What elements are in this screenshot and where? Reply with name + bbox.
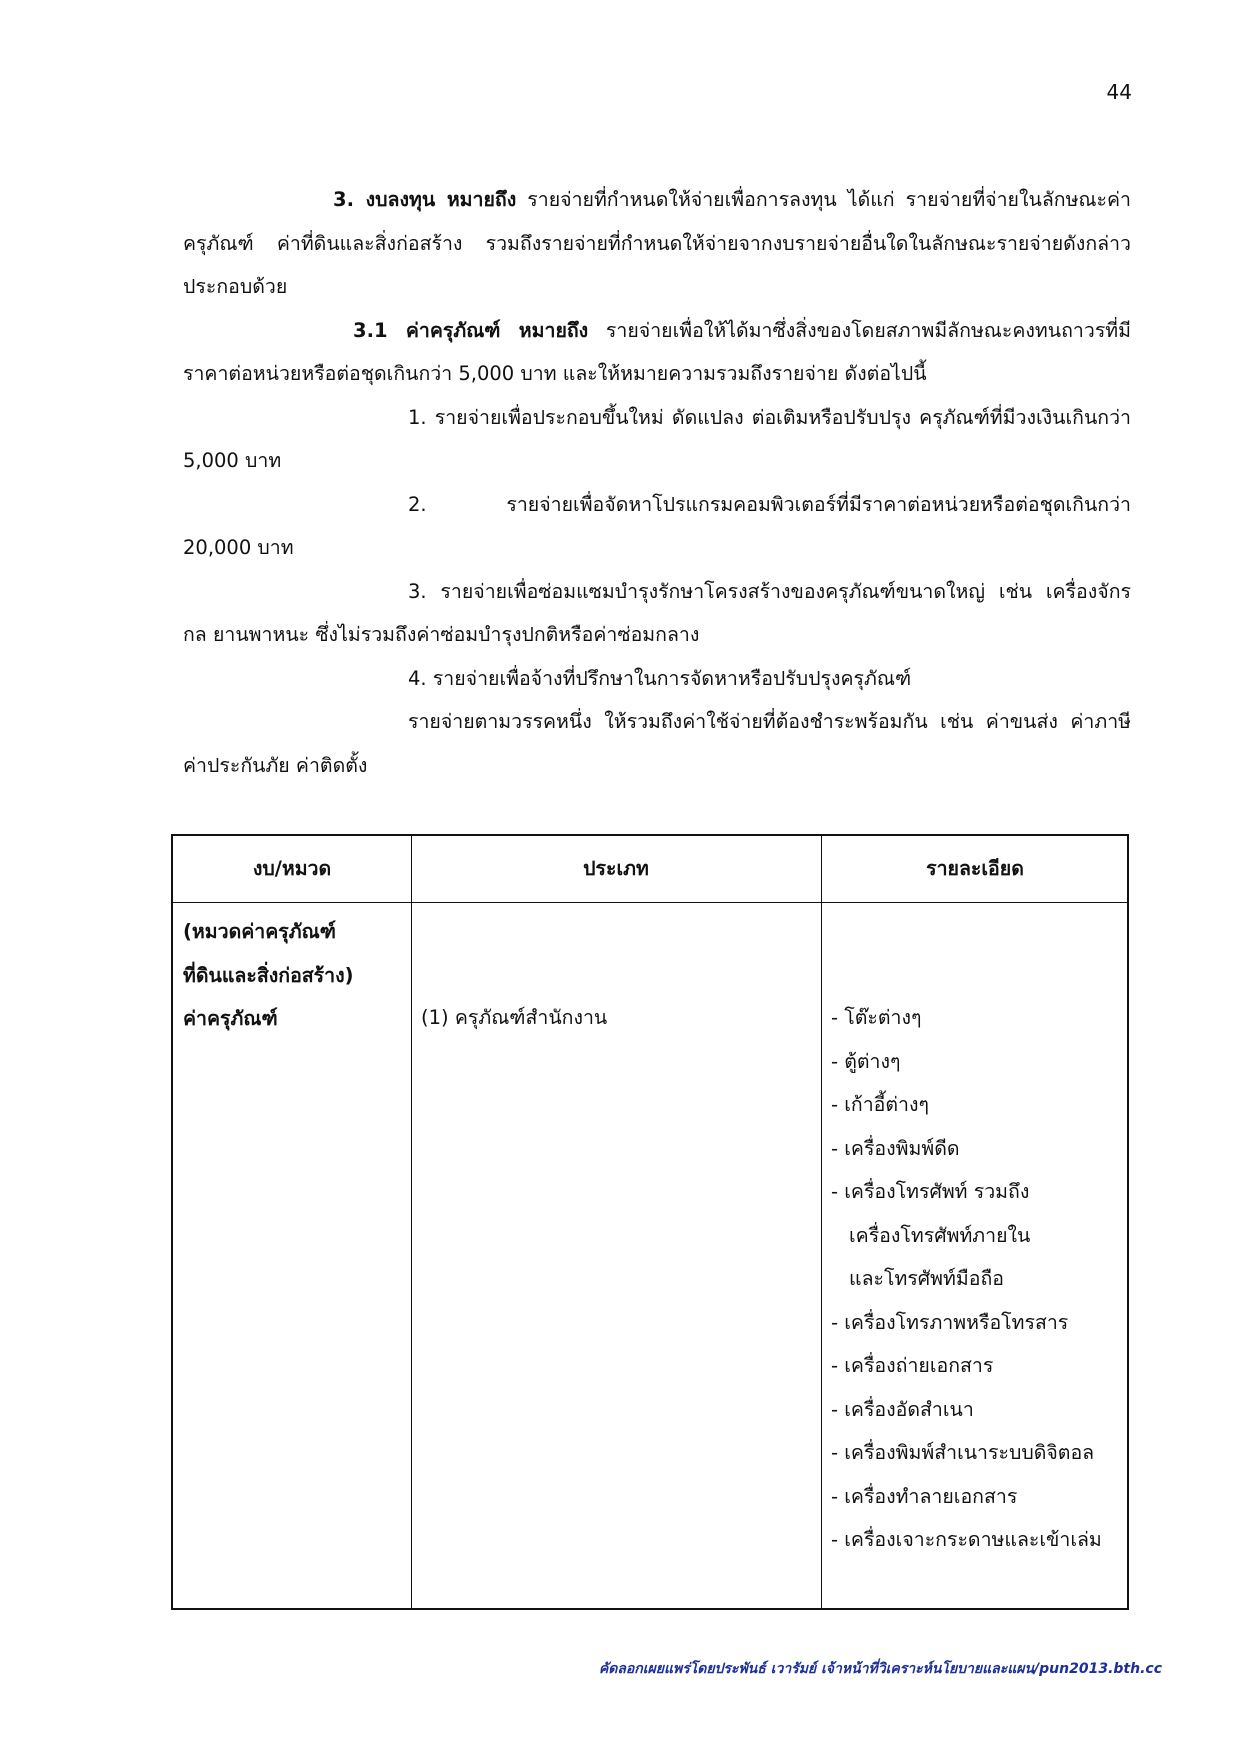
detail-item: - เครื่องถ่ายเอกสาร <box>831 1354 994 1377</box>
paragraph-heading: 3.1 ค่าครุภัณฑ์ หมายถึง <box>353 318 589 342</box>
detail-item: - เครื่องโทรภาพหรือโทรสาร <box>831 1310 1069 1334</box>
detail-item: - โต๊ะต่างๆ <box>831 1006 922 1029</box>
footer-credit: คัดลอกเผยแพร่โดยประพันธ์ เวารัมย์ เจ้าหน้าที่วิเคราะห์นโยบายและแผน/pun2013.bth.cc <box>598 1661 1162 1677</box>
table-cell-category <box>183 910 405 1041</box>
paragraph-item-1: 1. รายจ่ายเพื่อประกอบขึ้นใหม่ ดัดแปลง ต่อเติมหรือปรับปรุง ครุภัณฑ์ที่มีวงเงินเกินกว่า 5,000 บาท <box>183 405 1131 472</box>
detail-item: - เก้าอี้ต่างๆ <box>831 1093 929 1116</box>
type-line: (1) ครุภัณฑ์สำนักงาน <box>421 1006 608 1029</box>
body-text <box>183 178 1131 787</box>
detail-item: - เครื่องโทรศัพท์ รวมถึง <box>831 1180 1030 1203</box>
detail-item: - เครื่องพิมพ์ดีด <box>831 1136 960 1160</box>
budget-table <box>171 834 1129 1610</box>
paragraph-investment-budget <box>183 178 1131 309</box>
page-number: 44 <box>1106 80 1132 104</box>
category-line: (หมวดค่าครุภัณฑ์ <box>183 920 336 943</box>
paragraph-text: รายจ่ายที่กำหนดให้จ่ายเพื่อการลงทุน ได้แก่ รายจ่ายที่จ่ายในลักษณะค่าครุภัณฑ์ ค่าที่ดินและสิ่งก่อสร้าง รวมถึงรายจ่ายที่กำหนดให้จ่ายจากงบรายจ่ายอื่นใดในลักษณะรายจ่ายดังกล่าว ประกอบด้วย <box>183 188 1131 298</box>
paragraph-heading: 3. งบลงทุน หมายถึง <box>333 188 517 211</box>
paragraph-item-2: 2. รายจ่ายเพื่อจัดหาโปรแกรมคอมพิวเตอร์ที่มีราคาต่อหน่วยหรือต่อชุดเกินกว่า 20,000 บาท <box>183 492 1131 559</box>
detail-item: - เครื่องอัดสำเนา <box>831 1397 974 1421</box>
detail-item: - เครื่องพิมพ์สำเนาระบบดิจิตอล <box>831 1441 1095 1464</box>
table-header-type: ประเภท <box>583 857 649 880</box>
table-column-divider <box>821 836 822 1608</box>
table-column-divider <box>411 836 412 1608</box>
detail-item: - ตู้ต่างๆ <box>831 1049 901 1073</box>
paragraph-note: รายจ่ายตามวรรคหนึ่ง ให้รวมถึงค่าใช้จ่ายที่ต้องชำระพร้อมกัน เช่น ค่าขนส่ง ค่าภาษี ค่าประกันภัย ค่าติดตั้ง <box>183 710 1131 777</box>
table-header-details: รายละเอียด <box>926 857 1024 880</box>
paragraph-item-4: 4. รายจ่ายเพื่อจ้างที่ปรึกษาในการจัดหาหรือปรับปรุงครุภัณฑ์ <box>408 666 912 690</box>
table-header-category: งบ/หมวด <box>252 857 332 880</box>
detail-item-continued: เครื่องโทรศัพท์ภายใน <box>849 1223 1031 1247</box>
paragraph-equipment-cost <box>183 309 1131 396</box>
category-line: ค่าครุภัณฑ์ <box>183 1007 278 1030</box>
detail-item: - เครื่องทำลายเอกสาร <box>831 1484 1018 1508</box>
detail-item-continued: และโทรศัพท์มือถือ <box>849 1267 1004 1290</box>
detail-item: - เครื่องเจาะกระดาษและเข้าเล่ม <box>831 1528 1102 1551</box>
table-header-divider <box>173 902 1127 903</box>
paragraph-text: รายจ่ายเพื่อให้ได้มาซึ่งสิ่งของโดยสภาพมีลักษณะคงทนถาวรที่มีราคาต่อหน่วยหรือต่อชุดเกินกว่า 5,000 บาท และให้หมายความรวมถึงรายจ่าย ดังต่อไปนี้ <box>183 318 1131 385</box>
table-cell-type <box>421 996 813 1040</box>
paragraph-item-3: 3. รายจ่ายเพื่อซ่อมแซมบำรุงรักษาโครงสร้างของครุภัณฑ์ขนาดใหญ่ เช่น เครื่องจักรกล ยานพาหนะ ซึ่งไม่รวมถึงค่าซ่อมบำรุงปกติหรือค่าซ่อมกลาง <box>183 579 1131 646</box>
category-line: ที่ดินและสิ่งก่อสร้าง) <box>183 963 354 987</box>
table-cell-details <box>831 996 1126 1562</box>
